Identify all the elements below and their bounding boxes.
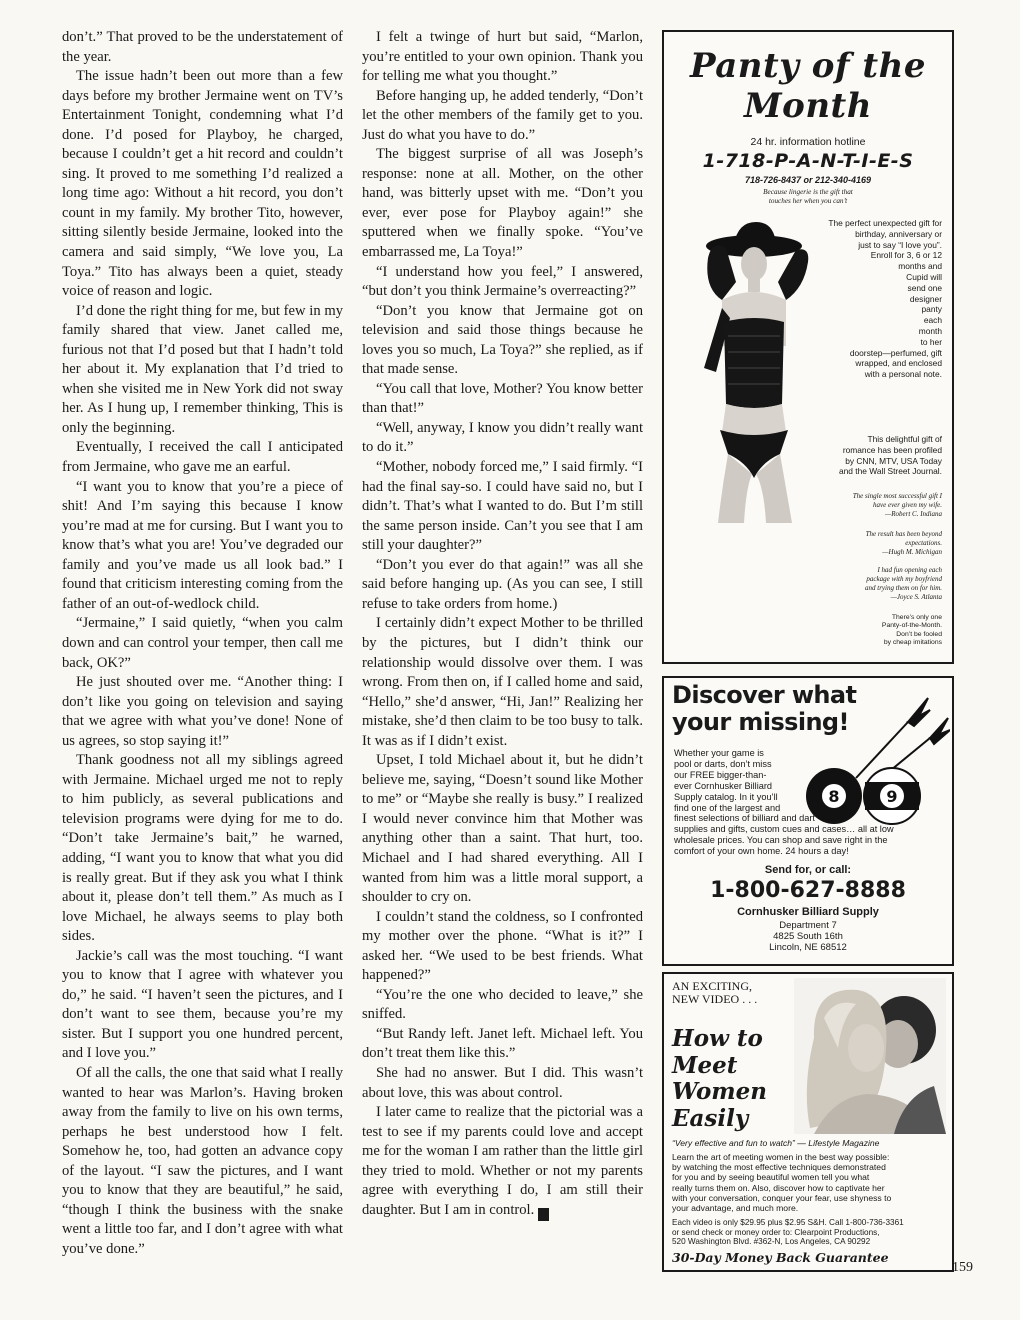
paragraph: Upset, I told Michael about it, but he didn’t believe me, saying, “Doesn’t sound like Mother to me” or “Maybe she really is busy.” I realized I would never convince him that Mother was anything other than a saint. That hurt, too. Michael and I had shared everything. All I wanted from him was a little moral support, a shoulder to cry on. bbox=[362, 752, 643, 906]
press-copy: This delightful gift of romance has been profiled by CNN, MTV, USA Today and the Wall Street Journal. bbox=[838, 434, 942, 477]
paragraph: She had no answer. But I did. This wasn’t about love, this was about control. bbox=[362, 1064, 643, 1101]
hotline-phone: 1-718-P-A-N-T-I-E-S bbox=[702, 150, 914, 172]
imitation-disclaimer: There’s only one Panty-of-the-Month. Don’t be fooled by cheap imitations bbox=[881, 614, 942, 647]
paragraph: Jackie’s call was the most touching. “I want you to know that I agree with whatever you do,” he said. “I haven’t seen the pictures, and I don’t want to see them, because you’re my sister. But I support you one hundred percent, and I love you.” bbox=[62, 947, 343, 1062]
meet-women-video-ad bbox=[662, 972, 954, 1272]
paragraph: “Well, anyway, I know you didn’t really want to do it.” bbox=[362, 419, 643, 456]
paragraph: He just shouted over me. “Another thing: I don’t like you going on television and saying that we agree with what you’ve done! None of us agrees, so stop saying it!” bbox=[62, 674, 343, 749]
paragraph: “Jermaine,” I said quietly, “when you calm down and can control your temper, then call me back, OK?” bbox=[62, 615, 343, 671]
panty-of-the-month-ad bbox=[662, 30, 954, 664]
hotline-label: 24 hr. information hotline bbox=[750, 136, 866, 148]
eight-ball-number: 8 bbox=[828, 787, 840, 806]
page-number: 159 bbox=[952, 1260, 973, 1275]
paragraph: “Mother, nobody forced me,” I said firmly. “I had the final say-so. I could have said no, but I didn’t. That’s what I wanted to do. But I’m still the same person inside. Can’t you see that I am still your daughter?” bbox=[362, 459, 643, 554]
ad-body-copy: Whether your game is pool or darts, don’t miss our FREE bigger-than- ever Cornhusker Billiard Supply catalog. In it you’ll find one of the largest and finest selections of billiard and dart supplies and gifts, custom cues and cases… all at low wholesale prices. You can shop and save right in the comfort of your own home. 24 hours a day! bbox=[674, 748, 894, 857]
paragraph: The issue hadn’t been out more than a few days before my brother Jermaine went on TV’s Entertainment Tonight, condemning what I’d done. I’d posed for Playboy, he charged, because I couldn’t get a hit record and couldn’t sing. It proved to me something I’d realized a long time ago: Without a hit record, you don’t count in my family. My brother Tito, however, sitting silently beside Jermaine, looked into the camera and said simply, “We love you, La Toya.” Tito has always been a quiet, steady voice of reason and logic. bbox=[62, 68, 343, 300]
billiard-supply-ad bbox=[662, 676, 954, 966]
paragraph: “Don’t you ever do that again!” was all she said before hanging up. (As you can see, I still refuse to take orders from home.) bbox=[362, 556, 643, 612]
lingerie-model-photo bbox=[682, 218, 832, 523]
testimonial-3: I had fun opening each package with my boyfriend and trying them on for him. —Joyce S. Atlanta bbox=[865, 566, 942, 601]
paragraph: I’d done the right thing for me, but few in my family shared that view. Janet called me, furious not that I’d posed but that I hadn’t told her about it. My explanation that I’d tried to when she visited me in New York did not sway her. As I hung up, I remember thinking, This is only the beginning. bbox=[62, 302, 343, 436]
paragraph: don’t.” That proved to be the understatement of the year. bbox=[62, 29, 343, 65]
paragraph: I certainly didn’t expect Mother to be thrilled by the pictures, but I didn’t think our relationship would dissolve over them. I was wrong. From then on, if I called home and said, “Hello,” she’d answer, “Hi, Jan!” Realizing her mistake, she’d then claim to be too busy to talk. It was as if I didn’t exist. bbox=[362, 615, 643, 749]
money-back-guarantee: 30-Day Money Back Guarantee bbox=[672, 1250, 889, 1265]
pitch-copy: The perfect unexpected gift for birthday, anniversary or just to say “I love you”. Enroll for 3, 6 or 12 months and Cupid will send one designer panty each month to her doorstep—perfumed, gift wrapped, and enclosed with a personal note. bbox=[828, 218, 942, 380]
paragraph: “You’re the one who decided to leave,” she sniffed. bbox=[362, 986, 643, 1023]
paragraph: I couldn’t stand the coldness, so I confronted my mother over the phone. “What is it?” I asked her. “We used to be best friends. What happened?” bbox=[362, 908, 643, 984]
billiard-phone: 1-800-627-8888 bbox=[710, 878, 906, 903]
ordering-info: Each video is only $29.95 plus $2.95 S&H. Call 1-800-736-3361 or send check or money order to: Clearpoint Productions, 520 Washington Blvd. #362-N, Los Angeles, CA 90292 bbox=[672, 1218, 904, 1247]
tagline-2: touches her when you can’t bbox=[768, 197, 848, 205]
paragraph: “Don’t you know that Jermaine got on television and said those things because he loves you so much, La Toya?” she replied, as if that made sense. bbox=[362, 302, 643, 378]
alt-phones: 718-726-8437 or 212-340-4169 bbox=[744, 175, 872, 185]
paragraph: Thank goodness not all my siblings agreed with Jermaine. Michael urged me not to reply to him publicly, as several publications and television programs were dying for me to do. “Don’t take Jermaine’s bait,” he warned, adding, “I want you to know that what you did is really great. But if they ask you what I think about it, please don’t tell them.” As much as I love Michael, he always seems to play both sides. bbox=[62, 752, 343, 945]
testimonial-1: The single most successful gift I have ever given my wife. —Robert C. Indiana bbox=[852, 492, 942, 518]
paragraph-final: I later came to realize that the pictorial was a test to see if my parents could love and accept me for the woman I am rather than the little girl they tried to mold. Whether or not my parents agree with everything I do, I am still their daughter. But I am in control. ● bbox=[362, 1104, 643, 1219]
ad-tagline: AN EXCITING, NEW VIDEO . . . bbox=[672, 979, 758, 1006]
paragraph: “You call that love, Mother? You know better than that!” bbox=[362, 380, 643, 417]
nine-ball-number: 9 bbox=[886, 787, 898, 806]
send-for-label: Send for, or call: bbox=[764, 864, 852, 876]
testimonial-2: The result has been beyond expectations. —Hugh M. Michigan bbox=[865, 530, 942, 556]
ad-title-line-1: Panty of the bbox=[690, 46, 926, 86]
paragraph: Eventually, I received the call I anticipated from Jermaine, who gave me an earful. bbox=[62, 439, 343, 476]
article-column-1 bbox=[62, 28, 343, 1259]
paragraph: “I understand how you feel,” I answered, “but don’t you think Jermaine’s overreacting?” bbox=[362, 263, 643, 300]
video-description: Learn the art of meeting women in the best way possible: by watching the most effective techniques demonstrated for you and by seeing beautiful women tell you what really turns them on. Also, discover how to captivate her with your conversation, conquer your fear, use shyness to your advantage, and much more. bbox=[672, 1152, 892, 1214]
ad-headline: Discover what your missing! bbox=[672, 681, 857, 736]
paragraph: “I want you to know that you’re a piece of shit! And I’m saying this because I know you’re mad at me for cursing. But I want you to know that’s what you are! You’ve degraded our family and you’ve made us all look bad.” I found that criticism interesting coming from the father of an out-of-wedlock child. bbox=[62, 478, 343, 612]
company-address: Department 7 4825 South 16th Lincoln, NE 68512 bbox=[769, 920, 847, 953]
paragraph: Before hanging up, he added tenderly, “Don’t let the other members of the family get to you. Just do what you have to do.” bbox=[362, 87, 643, 143]
paragraph: The biggest surprise of all was Joseph’s response: none at all. Mother, on the other hand, was bitterly upset with me. “Don’t you ever, ever pose for Playboy again!” she sputtered when we finally spoke. “You’ve embarrassed me, La Toya!” bbox=[362, 146, 643, 261]
paragraph: I felt a twinge of hurt but said, “Marlon, you’re entitled to your own opinion. Thank you for telling me what you thought.” bbox=[362, 29, 643, 85]
ad-title-line-2: Month bbox=[744, 86, 872, 126]
paragraph: Of all the calls, the one that said what I really wanted to hear was Marlon’s. Having broken away from the family to live on his own terms, perhaps he best understood how I felt. Somehow he, too, had gotten an advance copy of the layout. “I saw the pictures, and I want you to know that they are beautiful,” he said, “though I think the business with the snake went a little too far, and I don’t agree with what you’ve done.” bbox=[62, 1064, 343, 1257]
bunny-end-mark-icon: ● bbox=[538, 1208, 549, 1221]
tagline-1: Because lingerie is the gift that bbox=[763, 188, 853, 196]
video-title: How to Meet Women Easily bbox=[672, 1025, 767, 1132]
magazine-review: “Very effective and fun to watch” — Lifestyle Magazine bbox=[672, 1138, 880, 1148]
paragraph: “But Randy left. Janet left. Michael left. You don’t treat them like this.” bbox=[362, 1025, 643, 1062]
article-column-2 bbox=[362, 28, 643, 1221]
couple-photo bbox=[794, 978, 946, 1134]
company-name: Cornhusker Billiard Supply bbox=[737, 906, 879, 918]
